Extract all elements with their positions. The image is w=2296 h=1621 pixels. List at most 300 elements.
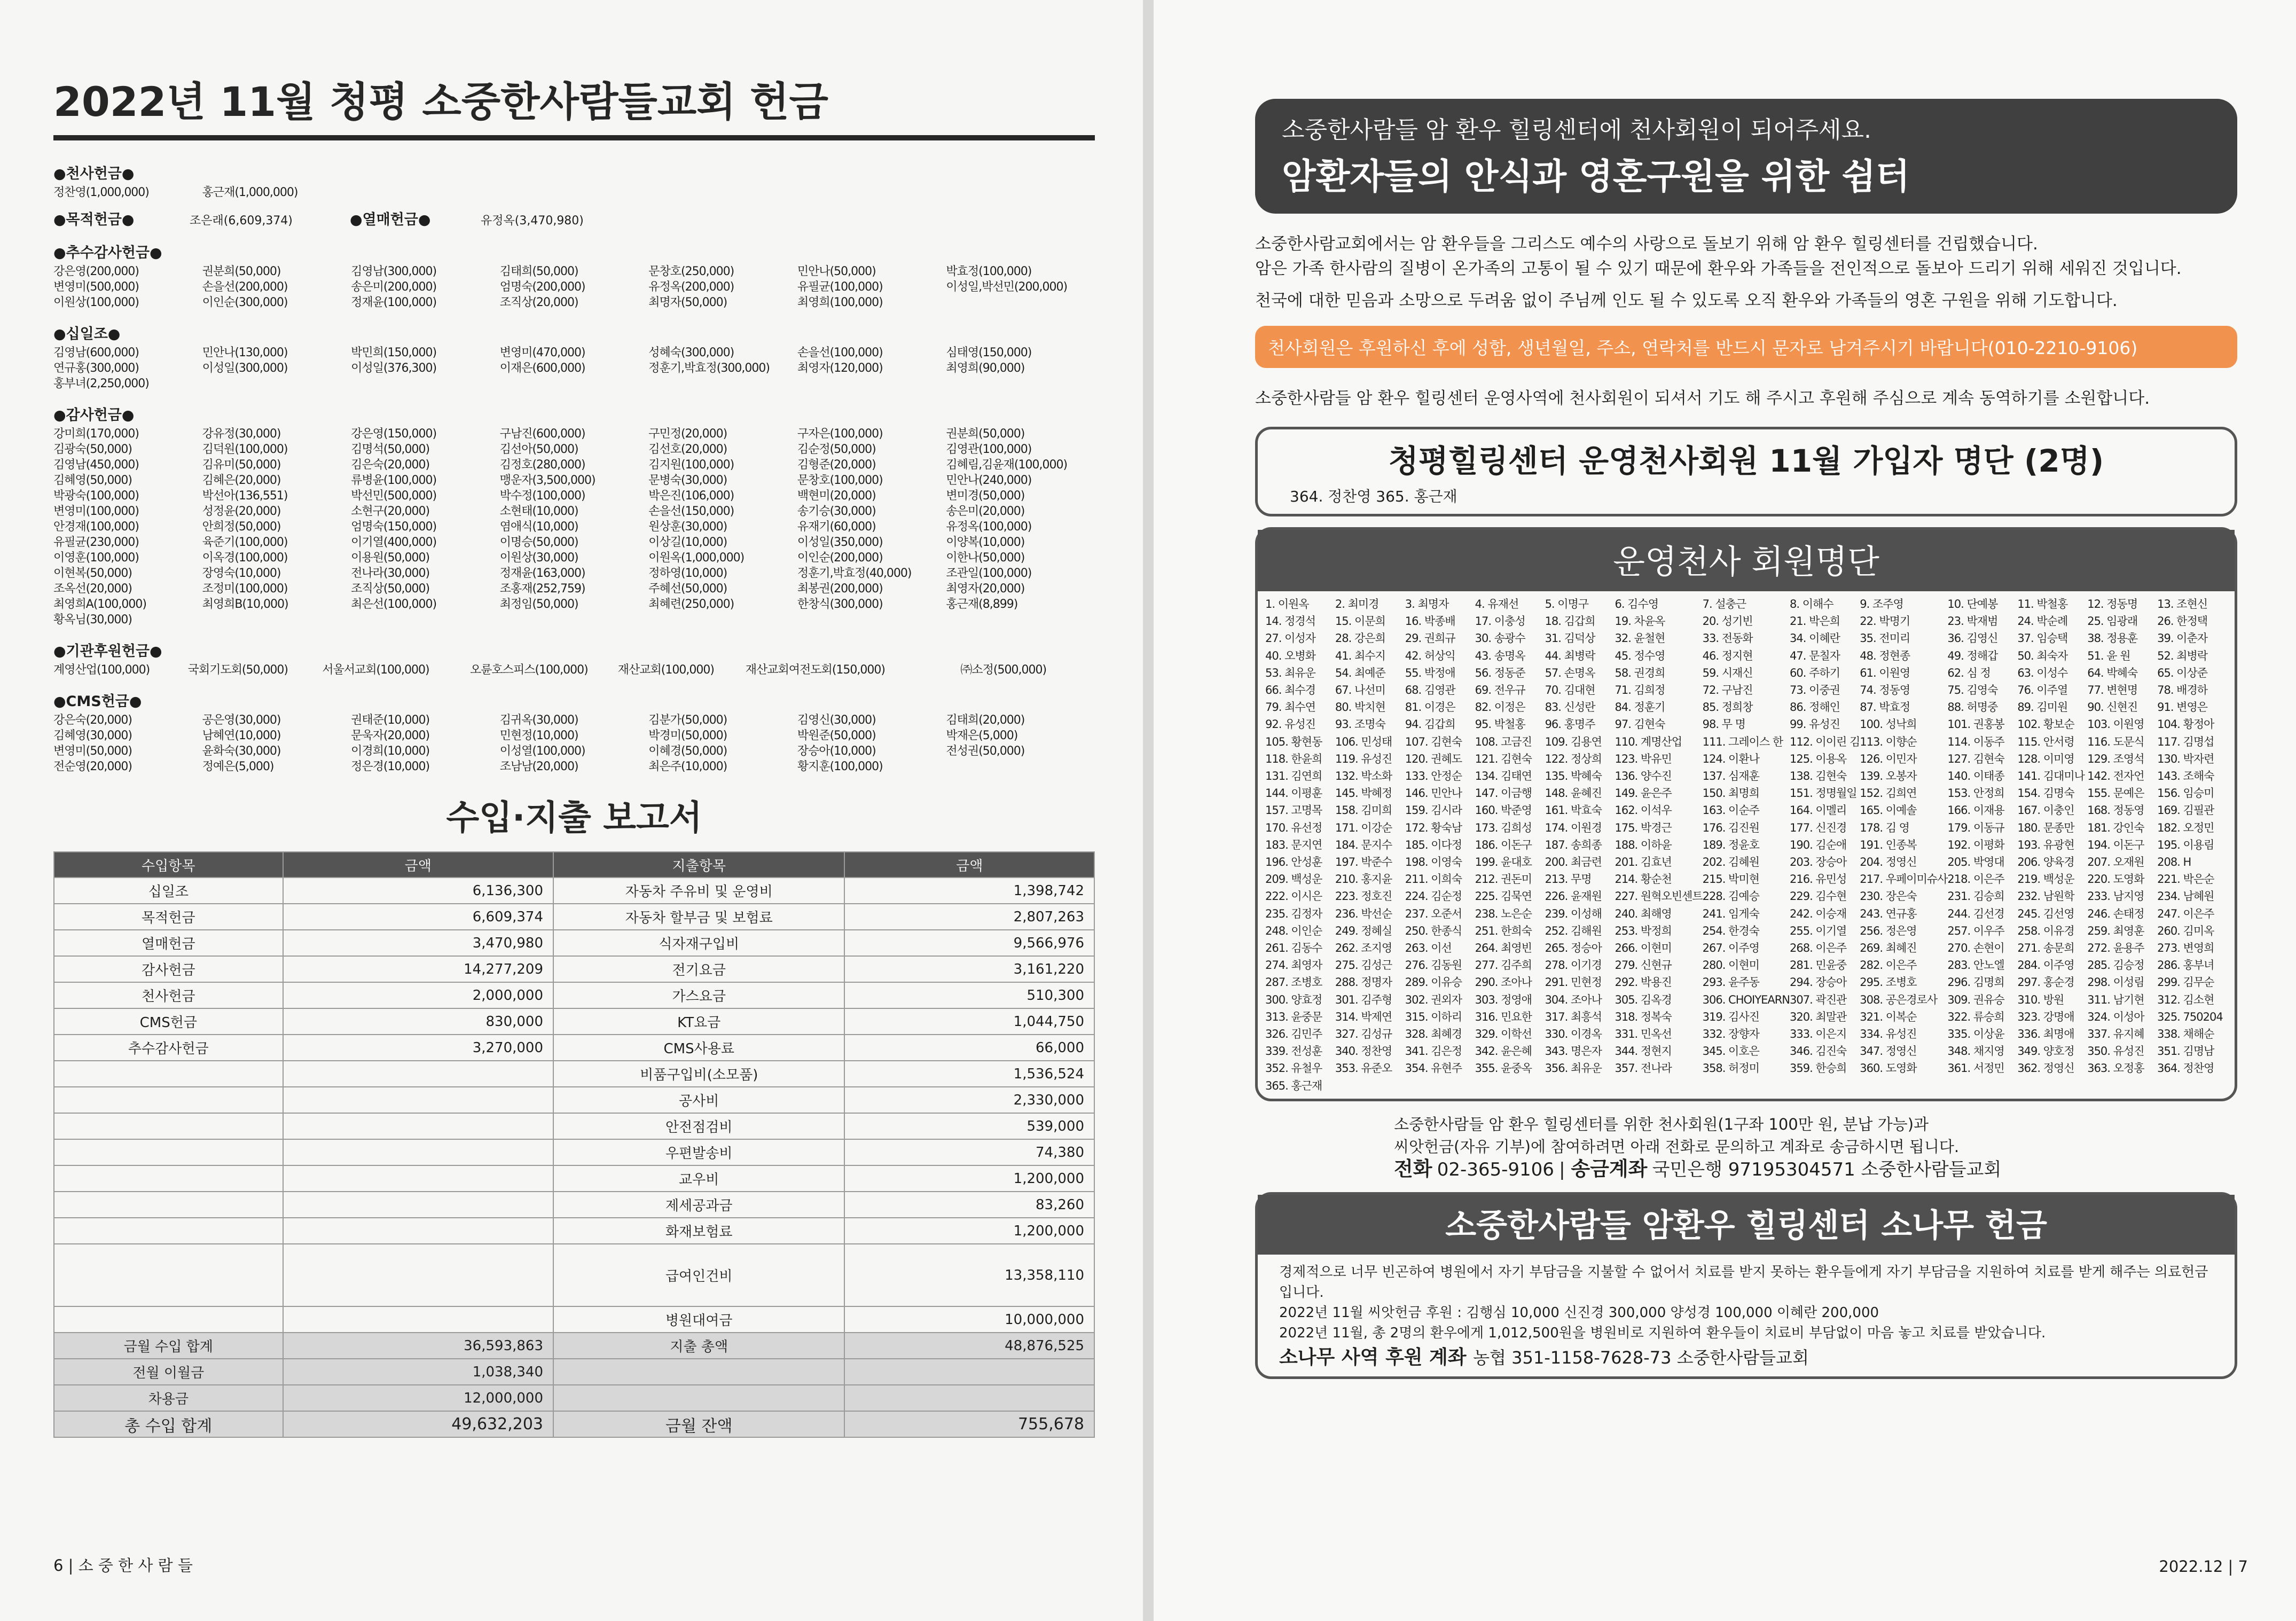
member-entry: 126. 이민자 xyxy=(1860,752,1917,765)
member-entry: 14. 정경석 xyxy=(1265,615,1315,628)
donor-entry: 전순영(20,000) xyxy=(53,760,132,773)
donor-entry: 이기열(400,000) xyxy=(351,536,437,549)
member-entry: 88. 허명중 xyxy=(1947,701,1998,714)
donor-entry: 국회기도회(50,000) xyxy=(187,663,288,677)
donor-entry: 문병숙(30,000) xyxy=(648,474,727,487)
member-entry: 105. 황현동 xyxy=(1265,735,1322,748)
table-cell: 3,161,220 xyxy=(844,956,1094,982)
member-entry: 87. 박효정 xyxy=(1860,701,1910,714)
table-cell xyxy=(54,1306,283,1333)
donor-entry: 김정호(280,000) xyxy=(499,458,585,472)
donor-entry: 서울서교회(100,000) xyxy=(322,663,429,677)
table-cell xyxy=(54,1218,283,1244)
member-entry: 319. 김사진 xyxy=(1702,1010,1759,1023)
member-entry: 107. 김현숙 xyxy=(1405,735,1462,748)
member-entry: 300. 양효정 xyxy=(1265,993,1322,1006)
table-cell: 감사헌금 xyxy=(54,956,283,982)
member-entry: 268. 이은주 xyxy=(1790,942,1847,955)
donor-entry: 송은미(200,000) xyxy=(351,280,437,294)
member-entry: 56. 정동준 xyxy=(1475,666,1525,679)
table-cell xyxy=(54,1113,283,1139)
member-entry: 179. 이동규 xyxy=(1947,821,2004,834)
table-cell: 1,536,524 xyxy=(844,1061,1094,1087)
member-entry: 174. 이원경 xyxy=(1545,821,1602,834)
member-entry: 9. 조주영 xyxy=(1860,598,1903,610)
member-entry: 304. 조아나 xyxy=(1545,993,1602,1006)
member-entry: 22. 박명기 xyxy=(1860,615,1910,628)
member-entry: 346. 김진숙 xyxy=(1790,1045,1847,1058)
donor-entry: 정재윤(100,000) xyxy=(351,296,437,309)
donor-entry: 김선호(20,000) xyxy=(648,443,727,456)
table-row xyxy=(54,1008,1094,1035)
member-entry: 16. 박종배 xyxy=(1405,615,1455,628)
section-label: ●십일조● xyxy=(53,326,121,342)
member-entry: 209. 백성운 xyxy=(1265,873,1322,886)
member-entry: 21. 박은희 xyxy=(1790,615,1840,628)
member-entry: 228. 김예승 xyxy=(1702,890,1759,903)
member-entry: 20. 성기빈 xyxy=(1702,615,1753,628)
table-cell: 금월 수입 합계 xyxy=(54,1333,283,1359)
table-cell: 자동차 주유비 및 운영비 xyxy=(553,878,844,904)
member-entry: 216. 유민성 xyxy=(1790,873,1847,886)
member-entry: 133. 안정순 xyxy=(1405,770,1462,783)
member-entry: 249. 정혜실 xyxy=(1335,924,1392,937)
donor-entry: 김광숙(50,000) xyxy=(53,443,132,456)
member-entry: 328. 최혜경 xyxy=(1405,1028,1462,1041)
intro-line: 암은 가족 한사람의 질병이 온가족의 고통이 될 수 있기 때문에 환우와 가족들을 전인적으로 돌보아 드리기 위해 세워진 것입니다. xyxy=(1255,259,2182,278)
member-entry: 247. 이은주 xyxy=(2157,907,2214,920)
donor-entry: 김분가(50,000) xyxy=(648,714,727,727)
member-entry: 167. 이충인 xyxy=(2017,804,2074,817)
member-entry: 92. 유성진 xyxy=(1265,718,1315,731)
member-entry: 231. 김승희 xyxy=(1947,890,2004,903)
member-entry: 108. 고금진 xyxy=(1475,735,1532,748)
table-cell: 48,876,525 xyxy=(844,1333,1094,1359)
member-entry: 73. 이중권 xyxy=(1790,684,1840,697)
member-entry: 200. 최금련 xyxy=(1545,856,1602,869)
member-entry: 291. 민현정 xyxy=(1545,976,1602,989)
donor-entry: 최영자(120,000) xyxy=(797,362,883,375)
member-entry: 144. 이평훈 xyxy=(1265,787,1322,800)
member-entry: 40. 오병화 xyxy=(1265,649,1315,662)
member-entry: 295. 조병호 xyxy=(1860,976,1917,989)
member-entry: 224. 김순정 xyxy=(1405,890,1462,903)
member-entry: 241. 임게숙 xyxy=(1702,907,1759,920)
member-entry: 177. 신진경 xyxy=(1790,821,1847,834)
table-header-row xyxy=(54,852,1094,878)
member-entry: 211. 이희숙 xyxy=(1405,873,1462,886)
member-entry: 188. 이하윤 xyxy=(1615,838,1672,851)
donor-entry: 육준기(100,000) xyxy=(202,536,288,549)
member-entry: 301. 김주형 xyxy=(1335,993,1392,1006)
sonamu-description: 경제적으로 너무 빈곤하여 병원에서 자기 부담금을 지불할 수 없어서 치료를 받지 못하는 환우들에게 자기 부담금을 지원하여 치료를 받게 해주는 의료헌금입니다. xyxy=(1279,1264,2208,1301)
donor-entry: 김선아(50,000) xyxy=(499,443,578,456)
member-entry: 204. 정영신 xyxy=(1860,856,1917,869)
donor-entry: 김영남(450,000) xyxy=(53,458,139,472)
member-entry: 336. 최명애 xyxy=(2017,1028,2074,1041)
member-entry: 266. 이현미 xyxy=(1615,942,1672,955)
member-entry: 70. 김대현 xyxy=(1545,684,1595,697)
table-cell xyxy=(283,1139,553,1165)
member-entry: 199. 윤대호 xyxy=(1475,856,1532,869)
member-entry: 222. 이시은 xyxy=(1265,890,1322,903)
member-entry: 236. 박선순 xyxy=(1335,907,1392,920)
member-entry: 120. 권혜도 xyxy=(1405,752,1462,765)
member-entry: 279. 신현규 xyxy=(1615,959,1672,972)
member-entry: 190. 김순애 xyxy=(1790,838,1847,851)
member-entry: 237. 오준서 xyxy=(1405,907,1462,920)
member-entry: 359. 한승희 xyxy=(1790,1062,1847,1075)
table-row xyxy=(54,1192,1094,1218)
donor-entry: 이명승(50,000) xyxy=(499,536,578,549)
member-entry: 203. 장승아 xyxy=(1790,856,1847,869)
donor-entry: 김영관(100,000) xyxy=(946,443,1032,456)
table-cell: KT요금 xyxy=(553,1008,844,1035)
table-row xyxy=(54,982,1094,1008)
member-entry: 80. 박치현 xyxy=(1335,701,1385,714)
table-cell: 755,678 xyxy=(844,1411,1094,1437)
member-entry: 134. 김태연 xyxy=(1475,770,1532,783)
member-entry: 250. 한종식 xyxy=(1405,924,1462,937)
member-entry: 277. 김주희 xyxy=(1475,959,1532,972)
table-row xyxy=(54,1244,1094,1306)
donor-entry: 박광숙(100,000) xyxy=(53,489,139,503)
member-entry: 131. 김연희 xyxy=(1265,770,1322,783)
donor-entry: 공은영(30,000) xyxy=(202,714,281,727)
member-entry: 59. 시재신 xyxy=(1702,666,1753,679)
member-entry: 184. 문지수 xyxy=(1335,838,1392,851)
donor-grid xyxy=(53,426,1095,628)
section-label: ●목적헌금● xyxy=(53,212,135,228)
member-entry: 335. 이상윤 xyxy=(1947,1028,2004,1041)
donor-entry: 변영미(100,000) xyxy=(53,505,139,518)
table-cell: 9,566,976 xyxy=(844,930,1094,956)
member-entry: 312. 김소현 xyxy=(2157,993,2214,1006)
income-expense-table xyxy=(53,851,1095,1438)
table-cell: 우편발송비 xyxy=(553,1139,844,1165)
donor-entry: 민안나(240,000) xyxy=(946,474,1032,487)
member-entry: 213. 무명 xyxy=(1545,873,1592,886)
member-entry: 4. 유재선 xyxy=(1475,598,1519,610)
donor-entry: 이양복(10,000) xyxy=(946,536,1025,549)
donor-entry: 강유정(30,000) xyxy=(202,427,281,441)
donor-entry: 박경미(50,000) xyxy=(648,729,727,742)
member-entry: 25. 임광래 xyxy=(2087,615,2138,628)
member-entry: 13. 조현신 xyxy=(2157,598,2208,610)
donor-entry: 정하영(10,000) xyxy=(648,567,727,580)
donor-entry: 이용원(50,000) xyxy=(351,551,430,565)
member-entry: 298. 이성림 xyxy=(2087,976,2144,989)
table-row xyxy=(54,1218,1094,1244)
donor-entry: 민현정(10,000) xyxy=(499,729,578,742)
donor-entry: 최혜련(250,000) xyxy=(648,598,734,611)
member-entry: 33. 전동화 xyxy=(1702,632,1753,645)
member-entry: 104. 황정아 xyxy=(2157,718,2214,731)
member-entry: 166. 이재용 xyxy=(1947,804,2004,817)
table-cell: 가스요금 xyxy=(553,982,844,1008)
member-entry: 260. 김미옥 xyxy=(2157,924,2214,937)
member-entry: 173. 김희성 xyxy=(1475,821,1532,834)
member-entry: 337. 유지혜 xyxy=(2087,1028,2144,1041)
donor-entry: 안경재(100,000) xyxy=(53,520,139,534)
table-cell: 12,000,000 xyxy=(283,1385,553,1411)
member-entry: 65. 이상준 xyxy=(2157,666,2208,679)
donor-entry: 정훈기,박효정(300,000) xyxy=(648,362,770,375)
member-entry: 182. 오정민 xyxy=(2157,821,2214,834)
donor-entry: 김태희(50,000) xyxy=(499,265,578,278)
donor-entry: 연규홍(300,000) xyxy=(53,362,139,375)
table-cell: 자동차 할부금 및 보험료 xyxy=(553,904,844,930)
donor-entry: 변미경(50,000) xyxy=(946,489,1025,503)
banner-subtitle: 소중한사람들 암 환우 힐링센터에 천사회원이 되어주세요. xyxy=(1282,116,1872,144)
member-entry: 192. 이평화 xyxy=(1947,838,2004,851)
member-entry: 245. 김선영 xyxy=(2017,907,2074,920)
member-entry: 81. 이경은 xyxy=(1405,701,1455,714)
member-entry: 118. 한윤희 xyxy=(1265,752,1322,765)
member-entry: 149. 윤은주 xyxy=(1615,787,1672,800)
member-entry: 15. 이문희 xyxy=(1335,615,1385,628)
member-entry: 242. 이승재 xyxy=(1790,907,1847,920)
donor-entry xyxy=(648,612,797,628)
member-entry: 327. 김성규 xyxy=(1335,1028,1392,1041)
member-entry: 99. 유성진 xyxy=(1790,718,1840,731)
member-entry: 101. 권홍봉 xyxy=(1947,718,2004,731)
page-footer: 6 | 소 중 한 사 람 들 xyxy=(53,1556,193,1575)
member-entry: 217. 우페이미슈사 xyxy=(1860,873,1948,886)
donor-entry: 구민정(20,000) xyxy=(648,427,727,441)
member-entry: 83. 신성란 xyxy=(1545,701,1595,714)
donor-entry xyxy=(202,376,351,391)
member-entry: 274. 최영자 xyxy=(1265,959,1322,972)
table-cell: 십일조 xyxy=(54,878,283,904)
donor-entry: 이옥경(100,000) xyxy=(202,551,288,565)
member-entry: 119. 유성진 xyxy=(1335,752,1392,765)
donor-entry xyxy=(946,759,1095,774)
member-entry: 36. 김영신 xyxy=(1947,632,1998,645)
donor-entry: 이원상(30,000) xyxy=(499,551,578,565)
member-entry: 137. 심재훈 xyxy=(1702,770,1759,783)
table-cell: 화재보험료 xyxy=(553,1218,844,1244)
member-entry: 201. 김효년 xyxy=(1615,856,1672,869)
table-cell: 1,044,750 xyxy=(844,1008,1094,1035)
table-cell: 13,358,110 xyxy=(844,1244,1094,1306)
table-cell: 교우비 xyxy=(553,1165,844,1192)
donor-grid xyxy=(53,345,1095,391)
member-entry: 261. 김동수 xyxy=(1265,942,1322,955)
member-entry: 297. 홍순경 xyxy=(2017,976,2074,989)
member-entry: 140. 이태종 xyxy=(1947,770,2004,783)
donor-entry: 조은래(6,609,374) xyxy=(190,214,293,228)
member-entry: 121. 김현숙 xyxy=(1475,752,1532,765)
donor-entry: 권태준(10,000) xyxy=(351,714,430,727)
table-cell xyxy=(54,1087,283,1113)
account-label: 송금계좌 xyxy=(1571,1157,1648,1180)
member-entry: 181. 강인숙 xyxy=(2087,821,2144,834)
member-entry: 303. 정영애 xyxy=(1475,993,1532,1006)
donor-entry: 장영숙(10,000) xyxy=(202,567,281,580)
member-entry: 239. 이성해 xyxy=(1545,907,1602,920)
member-entry: 64. 박혜숙 xyxy=(2087,666,2138,679)
member-entry: 106. 민성태 xyxy=(1335,735,1392,748)
member-entry: 77. 변현명 xyxy=(2087,684,2138,697)
table-cell: 1,200,000 xyxy=(844,1218,1094,1244)
member-entry: 114. 이동주 xyxy=(1947,735,2004,748)
donor-entry: 구남진(600,000) xyxy=(499,427,585,441)
table-row xyxy=(54,1061,1094,1087)
member-entry: 283. 안노엘 xyxy=(1947,959,2004,972)
member-entry: 55. 박정애 xyxy=(1405,666,1455,679)
member-entry: 142. 전자언 xyxy=(2087,770,2144,783)
member-entry: 323. 강명애 xyxy=(2017,1010,2074,1023)
member-entry: 296. 김명희 xyxy=(1947,976,2004,989)
table-cell: 전기요금 xyxy=(553,956,844,982)
donor-entry: 이성일(300,000) xyxy=(202,362,288,375)
sonamu-seed-donations: 2022년 11월 씨앗헌금 후원 : 김행심 10,000 신진경 300,000 양성경 100,000 이혜란 200,000 xyxy=(1279,1304,1879,1321)
member-entry: 146. 민안나 xyxy=(1405,787,1462,800)
donor-entry: 유정옥(3,470,980) xyxy=(481,214,584,228)
donor-entry: 이인순(200,000) xyxy=(797,551,883,565)
donor-entry: 이성일(376,300) xyxy=(351,362,437,375)
table-cell: 지출 총액 xyxy=(553,1333,844,1359)
member-entry: 282. 이은주 xyxy=(1860,959,1917,972)
table-cell: 3,270,000 xyxy=(283,1035,553,1061)
member-entry: 17. 이충성 xyxy=(1475,615,1525,628)
member-entry: 35. 전미리 xyxy=(1860,632,1910,645)
member-entry: 290. 조아나 xyxy=(1475,976,1532,989)
column-header: 금액 xyxy=(283,852,553,878)
donor-entry: 조정미(100,000) xyxy=(202,582,288,596)
member-entry: 310. 방원 xyxy=(2017,993,2064,1006)
member-entry: 94. 김갑희 xyxy=(1405,718,1455,731)
donor-entry: 최영희(100,000) xyxy=(797,296,883,309)
donor-entry: 강은숙(20,000) xyxy=(53,714,132,727)
member-entry: 103. 이원영 xyxy=(2087,718,2144,731)
member-entry: 254. 한경숙 xyxy=(1702,924,1759,937)
member-entry: 272. 윤용주 xyxy=(2087,942,2144,955)
donor-entry xyxy=(202,612,351,628)
donor-entry: 정예은(5,000) xyxy=(202,760,274,773)
member-entry: 145. 박혜정 xyxy=(1335,787,1392,800)
table-row xyxy=(54,1306,1094,1333)
donor-entry: 재산교회여전도회(150,000) xyxy=(745,663,885,677)
member-entry: 258. 이유경 xyxy=(2017,924,2074,937)
table-cell: 추수감사헌금 xyxy=(54,1035,283,1061)
member-entry: 257. 이우주 xyxy=(1947,924,2004,937)
member-entry: 98. 무 명 xyxy=(1702,718,1745,731)
member-entry: 244. 김선경 xyxy=(1947,907,2004,920)
member-entry: 78. 배경하 xyxy=(2157,684,2208,697)
donor-entry: 강은영(150,000) xyxy=(351,427,437,441)
table-cell: 총 수입 합계 xyxy=(54,1411,283,1437)
member-entry: 109. 김용연 xyxy=(1545,735,1602,748)
member-entry: 91. 변영은 xyxy=(2157,701,2208,714)
member-entry: 361. 서정민 xyxy=(1947,1062,2004,1075)
member-entry: 2. 최미경 xyxy=(1335,598,1379,610)
member-entry: 45. 정수영 xyxy=(1615,649,1665,662)
member-entry: 50. 최숙자 xyxy=(2017,649,2068,662)
table-cell xyxy=(283,1113,553,1139)
table-row xyxy=(54,1087,1094,1113)
member-entry: 168. 정동영 xyxy=(2087,804,2144,817)
donor-entry: 김명석(50,000) xyxy=(351,443,430,456)
member-entry: 281. 민윤중 xyxy=(1790,959,1847,972)
donor-entry: 김혜영(30,000) xyxy=(53,729,132,742)
member-entry: 347. 정영신 xyxy=(1860,1045,1917,1058)
table-cell xyxy=(54,1061,283,1087)
donation-info xyxy=(1255,1113,2237,1181)
donor-entry: 홍근재(1,000,000) xyxy=(202,186,298,199)
donor-grid xyxy=(53,662,1095,678)
member-entry: 275. 김성근 xyxy=(1335,959,1392,972)
member-entry: 214. 황순천 xyxy=(1615,873,1672,886)
intro-line: 소중한사람교회에서는 암 환우들을 그리스도 예수의 사랑으로 돌보기 위해 암 환우 힐링센터를 건립했습니다. xyxy=(1255,234,2038,254)
donor-entry: 변영미(470,000) xyxy=(499,346,585,359)
member-entry: 232. 남원학 xyxy=(2017,890,2074,903)
table-cell xyxy=(283,1165,553,1192)
donor-entry: 엄명숙(200,000) xyxy=(499,280,585,294)
member-entry: 11. 박철홍 xyxy=(2017,598,2068,610)
donor-entry: 유정옥(200,000) xyxy=(648,280,734,294)
donor-entry: 이혜경(50,000) xyxy=(648,745,727,758)
donor-entry: 최영희(90,000) xyxy=(946,362,1025,375)
donor-entry xyxy=(946,612,1095,628)
table-cell xyxy=(54,1165,283,1192)
donor-entry: 권분희(50,000) xyxy=(202,265,281,278)
member-entry: 343. 명은자 xyxy=(1545,1045,1602,1058)
member-entry: 278. 이기경 xyxy=(1545,959,1602,972)
notice-banner: 천사회원은 후원하신 후에 성함, 생년월일, 주소, 연락처를 반드시 문자로 남겨주시기 바랍니다(010-2210-9106) xyxy=(1255,326,2237,368)
member-entry: 67. 나선미 xyxy=(1335,684,1385,697)
table-cell: 1,398,742 xyxy=(844,878,1094,904)
member-entry: 86. 정해인 xyxy=(1790,701,1840,714)
account-number: 국민은행 97195304571 소중한사람들교회 xyxy=(1652,1158,2002,1180)
member-entry: 155. 문예은 xyxy=(2087,787,2144,800)
member-entry: 122. 정상희 xyxy=(1545,752,1602,765)
member-entry: 218. 이은주 xyxy=(1947,873,2004,886)
donor-entry: 유재기(60,000) xyxy=(797,520,876,534)
member-entry: 162. 이석우 xyxy=(1615,804,1672,817)
member-entry: 318. 정복숙 xyxy=(1615,1010,1672,1023)
donor-entry xyxy=(797,612,946,628)
donor-entry: 민안나(50,000) xyxy=(797,265,876,278)
member-entry: 12. 정동명 xyxy=(2087,598,2138,610)
member-entry: 19. 차윤옥 xyxy=(1615,615,1665,628)
donor-grid xyxy=(53,712,1095,774)
member-entry: 280. 이현미 xyxy=(1702,959,1759,972)
member-entry: 27. 이성자 xyxy=(1265,632,1315,645)
table-row xyxy=(54,930,1094,956)
member-entry: 37. 임승택 xyxy=(2017,632,2068,645)
donor-entry: 문창호(250,000) xyxy=(648,265,734,278)
donor-entry: 김영남(600,000) xyxy=(53,346,139,359)
donor-entry: 최은선(100,000) xyxy=(351,598,437,611)
new-member-box xyxy=(1255,427,2237,516)
member-entry: 18. 김갑희 xyxy=(1545,615,1595,628)
intro-paragraph xyxy=(1255,232,2237,313)
member-entry: 185. 이다정 xyxy=(1405,838,1462,851)
donor-entry: 맹운자(3,500,000) xyxy=(499,474,595,487)
donor-entry: 김영남(300,000) xyxy=(351,265,437,278)
donor-entry: 조홍재(252,759) xyxy=(499,582,585,596)
donor-entry xyxy=(500,612,649,628)
sonamu-title: 소중한사람들 암환우 힐링센터 소나무 헌금 xyxy=(1258,1195,2235,1255)
table-cell: 천사헌금 xyxy=(54,982,283,1008)
member-entry: 130. 박자련 xyxy=(2157,752,2214,765)
member-entry: 30. 송광수 xyxy=(1475,632,1525,645)
donor-entry: 문욱자(20,000) xyxy=(351,729,430,742)
page-footer: 2022.12 | 7 xyxy=(2159,1557,2248,1576)
donor-entry: 이재은(600,000) xyxy=(499,362,585,375)
